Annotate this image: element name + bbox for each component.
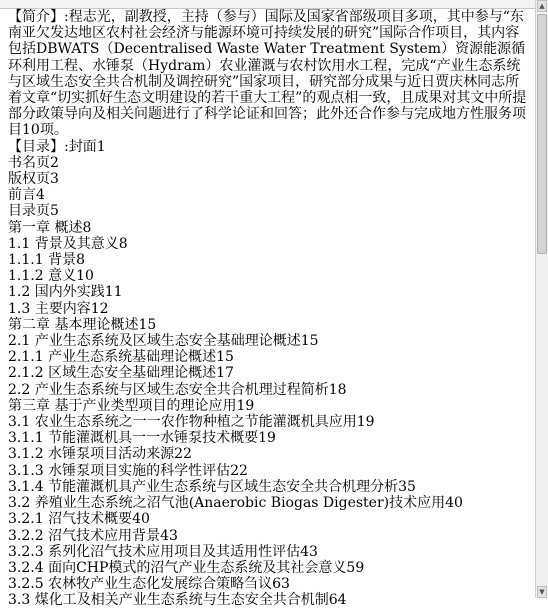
toc-line: 版权页3 xyxy=(8,171,59,188)
toc-line: 第一章 概述8 xyxy=(8,219,92,236)
toc-line: 3.2.5 农林牧产业生态化发展综合策略刍议63 xyxy=(8,576,290,593)
toc-line: 3.2.4 面向CHP模式的沼气产业生态系统及其社会意义59 xyxy=(8,559,365,576)
toc-line: 1.1.2 意义10 xyxy=(8,268,94,285)
vertical-scrollbar[interactable] xyxy=(535,0,548,598)
toc-line: 3.1 农业生态系统之一一农作物种植之节能灌溉机具应用19 xyxy=(8,414,375,431)
toc-line: 3.1.4 节能灌溉机具产业生态系统与区域生态安全共合机理分析35 xyxy=(8,478,416,495)
toc-line: 3.3 煤化工及相关产业生态系统与生态安全共合机制64 xyxy=(8,592,347,609)
toc-line: 书名页2 xyxy=(8,154,59,171)
toc-line: 2.1 产业生态系统及区域生态安全基础理论概述15 xyxy=(8,333,319,350)
toc-line: 1.1 背景及其意义8 xyxy=(8,235,128,252)
toc-line: 目录页5 xyxy=(8,203,59,220)
toc-line: 3.1.1 节能灌溉机具一一水锤泵技术概要19 xyxy=(8,430,276,447)
toc-line: 前言4 xyxy=(8,187,45,204)
intro-paragraph: 【简介】:程志光，副教授，主持（参与）国际及国家省部级项目多项，其中参与“东南亚欠发达地区农村社会经济与能源环境可持续发展的研究”国际合作项目，其内容包括DBWATS（Decentralised Waste Water Treatment System）资源能源循环利用工程、水锤泵（Hydram）农业灌溉与农村饮用水工程，完成“产业生态系统与区域生态安全共合机制及调控研究”国家项目，研究部分成果与近日贾庆林同志所着文章“切实抓好生态文明建设的若干重大工程”的观点相一致，且成果对其文中所提部分政策导向及相关问题进行了科学论证和回答；此外还合作参与完成地方性服务项目10项。 xyxy=(8,9,527,139)
toc-line: 3.2.1 沼气技术概要40 xyxy=(8,511,150,528)
toc-line: 3.1.2 水锤泵项目活动来源22 xyxy=(8,446,192,463)
toc-line: 3.2 养殖业生态系统之沼气池(Anaerobic Biogas Digester)技术应用40 xyxy=(8,495,463,512)
scrollbar-thumb[interactable] xyxy=(537,14,547,254)
toc-list xyxy=(8,139,532,609)
toc-line: 1.3 主要内容12 xyxy=(8,300,109,317)
toc-line: 1.1.1 背景8 xyxy=(8,252,85,269)
toc-line: 3.2.2 沼气技术应用背景43 xyxy=(8,527,178,544)
scroll-down-arrow-icon[interactable]: ▼ xyxy=(537,586,547,598)
scroll-up-arrow-icon[interactable]: ▲ xyxy=(537,0,547,12)
toc-line: 2.1.1 产业生态系统基础理论概述15 xyxy=(8,349,234,366)
toc-line: 第二章 基本理论概述15 xyxy=(8,316,157,333)
toc-line: 第三章 基于产业类型项目的理论应用19 xyxy=(8,397,255,414)
toc-line: 3.1.3 水锤泵项目实施的科学性评估22 xyxy=(8,462,248,479)
toc-line: 1.2 国内外实践11 xyxy=(8,284,123,301)
toc-line: 2.2 产业生态系统与区域生态安全共合机理过程简析18 xyxy=(8,381,347,398)
document-content xyxy=(0,9,536,609)
toc-line: 3.2.3 系列化沼气技术应用项目及其适用性评估43 xyxy=(8,543,318,560)
top-strip xyxy=(0,0,536,9)
toc-line: 【目录】:封面1 xyxy=(8,138,106,155)
toc-line: 2.1.2 区域生态安全基础理论概述17 xyxy=(8,365,234,382)
